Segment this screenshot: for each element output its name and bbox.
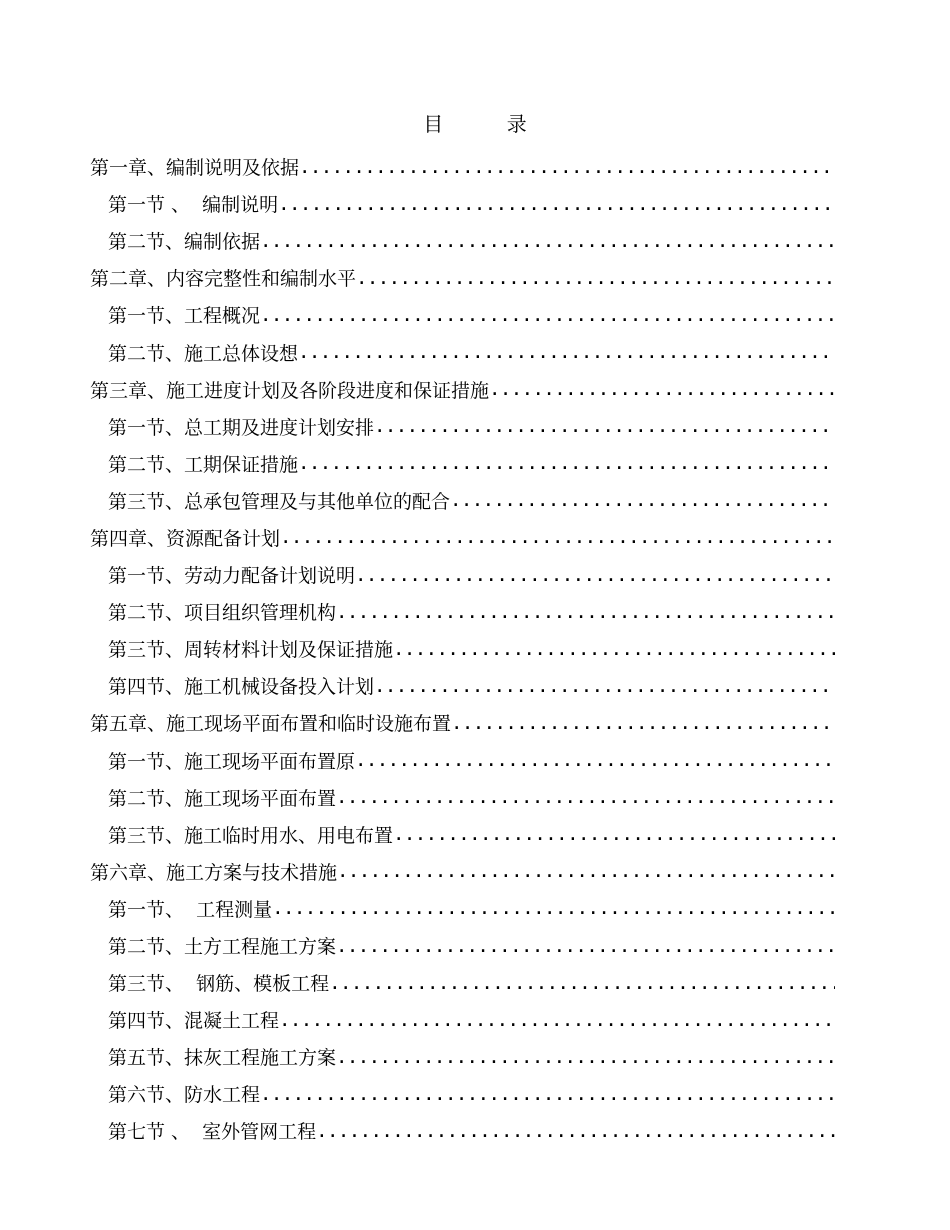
dot-leader — [355, 749, 835, 771]
toc-title: 目 录 — [423, 112, 527, 136]
dot-leader — [393, 638, 835, 660]
toc-entry-label: 第六节、防水工程 — [108, 1084, 261, 1107]
dot-leader — [489, 378, 835, 400]
toc-entry-label: 第五节、抹灰工程施工方案 — [108, 1047, 337, 1070]
toc-section-entry[interactable] — [108, 1038, 835, 1075]
toc-section-entry[interactable] — [108, 742, 835, 779]
toc-section-entry[interactable] — [108, 630, 835, 667]
toc-entry-label: 第一节、施工现场平面布置原 — [108, 750, 356, 773]
dot-leader — [450, 489, 835, 511]
toc-entry-label: 第一章、编制说明及依据 — [90, 157, 300, 180]
dot-leader — [393, 823, 835, 845]
dot-leader — [272, 897, 835, 919]
toc-section-entry[interactable] — [108, 779, 835, 816]
toc-section-entry[interactable] — [108, 222, 835, 259]
toc-section-entry[interactable] — [108, 1001, 835, 1038]
dot-leader — [278, 193, 835, 215]
dot-leader — [451, 712, 835, 734]
toc-entry-label: 第二节、施工总体设想 — [108, 342, 299, 365]
toc-entry-label: 第三节、施工临时用水、用电布置 — [108, 824, 394, 847]
toc-section-entry[interactable] — [108, 408, 835, 445]
toc-section-entry[interactable] — [108, 1112, 835, 1149]
toc-entry-label: 第四节、施工机械设备投入计划 — [108, 676, 375, 699]
toc-list — [0, 148, 950, 1150]
dot-leader — [299, 156, 835, 178]
dot-leader — [336, 1046, 835, 1068]
toc-chapter-entry[interactable] — [90, 371, 835, 408]
toc-section-entry[interactable] — [108, 890, 835, 927]
toc-entry-label: 第四章、资源配备计划 — [90, 527, 281, 550]
toc-chapter-entry[interactable] — [90, 704, 835, 741]
dot-leader — [374, 415, 835, 437]
toc-entry-label: 第三节、周转材料计划及保证措施 — [108, 639, 394, 662]
toc-entry-label: 第四节、混凝土工程 — [108, 1010, 280, 1033]
toc-chapter-entry[interactable] — [90, 853, 835, 890]
toc-entry-label: 第五章、施工现场平面布置和临时设施布置 — [90, 713, 452, 736]
toc-entry-label: 第三节、总承包管理及与其他单位的配合 — [108, 490, 451, 513]
dot-leader — [337, 860, 835, 882]
toc-entry-label: 第二节、项目组织管理机构 — [108, 602, 337, 625]
toc-section-entry[interactable] — [108, 482, 835, 519]
dot-leader — [336, 935, 835, 957]
dot-leader — [260, 230, 835, 252]
toc-section-entry[interactable] — [108, 296, 835, 333]
dot-leader — [298, 452, 835, 474]
toc-entry-label: 第一节、工程概况 — [108, 305, 261, 328]
dot-leader — [279, 1009, 835, 1031]
dot-leader — [356, 267, 835, 289]
toc-section-entry[interactable] — [108, 927, 835, 964]
toc-entry-label: 第二节、工期保证措施 — [108, 453, 299, 476]
toc-section-entry[interactable] — [108, 816, 835, 853]
toc-section-entry[interactable] — [108, 593, 835, 630]
dot-leader — [280, 526, 835, 548]
toc-entry-label: 第三章、施工进度计划及各阶段进度和保证措施 — [90, 379, 490, 402]
toc-chapter-entry[interactable] — [90, 148, 835, 185]
toc-entry-label: 第二章、内容完整性和编制水平 — [90, 268, 357, 291]
dot-leader — [260, 304, 835, 326]
dot-leader — [336, 786, 835, 808]
toc-section-entry[interactable] — [108, 185, 835, 222]
dot-leader — [316, 1120, 835, 1142]
dot-leader — [260, 1083, 835, 1105]
toc-section-entry[interactable] — [108, 445, 835, 482]
toc-entry-label: 第三节、 钢筋、模板工程 — [108, 973, 330, 996]
toc-section-entry[interactable] — [108, 1075, 835, 1112]
toc-entry-label: 第二节、施工现场平面布置 — [108, 787, 337, 810]
dot-leader — [298, 341, 835, 363]
toc-section-entry[interactable] — [108, 964, 835, 1001]
toc-section-entry[interactable] — [108, 333, 835, 370]
toc-chapter-entry[interactable] — [90, 259, 835, 296]
toc-entry-label: 第一节、 工程测量 — [108, 898, 273, 921]
toc-chapter-entry[interactable] — [90, 519, 835, 556]
toc-entry-label: 第七节 、 室外管网工程 — [108, 1121, 317, 1144]
dot-leader — [336, 601, 835, 623]
dot-leader — [355, 564, 835, 586]
toc-section-entry[interactable] — [108, 556, 835, 593]
toc-entry-label: 第一节、总工期及进度计划安排 — [108, 416, 375, 439]
toc-entry-label: 第二节、土方工程施工方案 — [108, 936, 337, 959]
toc-entry-label: 第二节、编制依据 — [108, 231, 261, 254]
toc-entry-label: 第一节、劳动力配备计划说明 — [108, 565, 356, 588]
toc-entry-label: 第六章、施工方案与技术措施 — [90, 861, 338, 884]
dot-leader — [374, 675, 835, 697]
dot-leader — [329, 972, 835, 994]
toc-entry-label: 第一节 、 编制说明 — [108, 194, 279, 217]
toc-section-entry[interactable] — [108, 667, 835, 704]
